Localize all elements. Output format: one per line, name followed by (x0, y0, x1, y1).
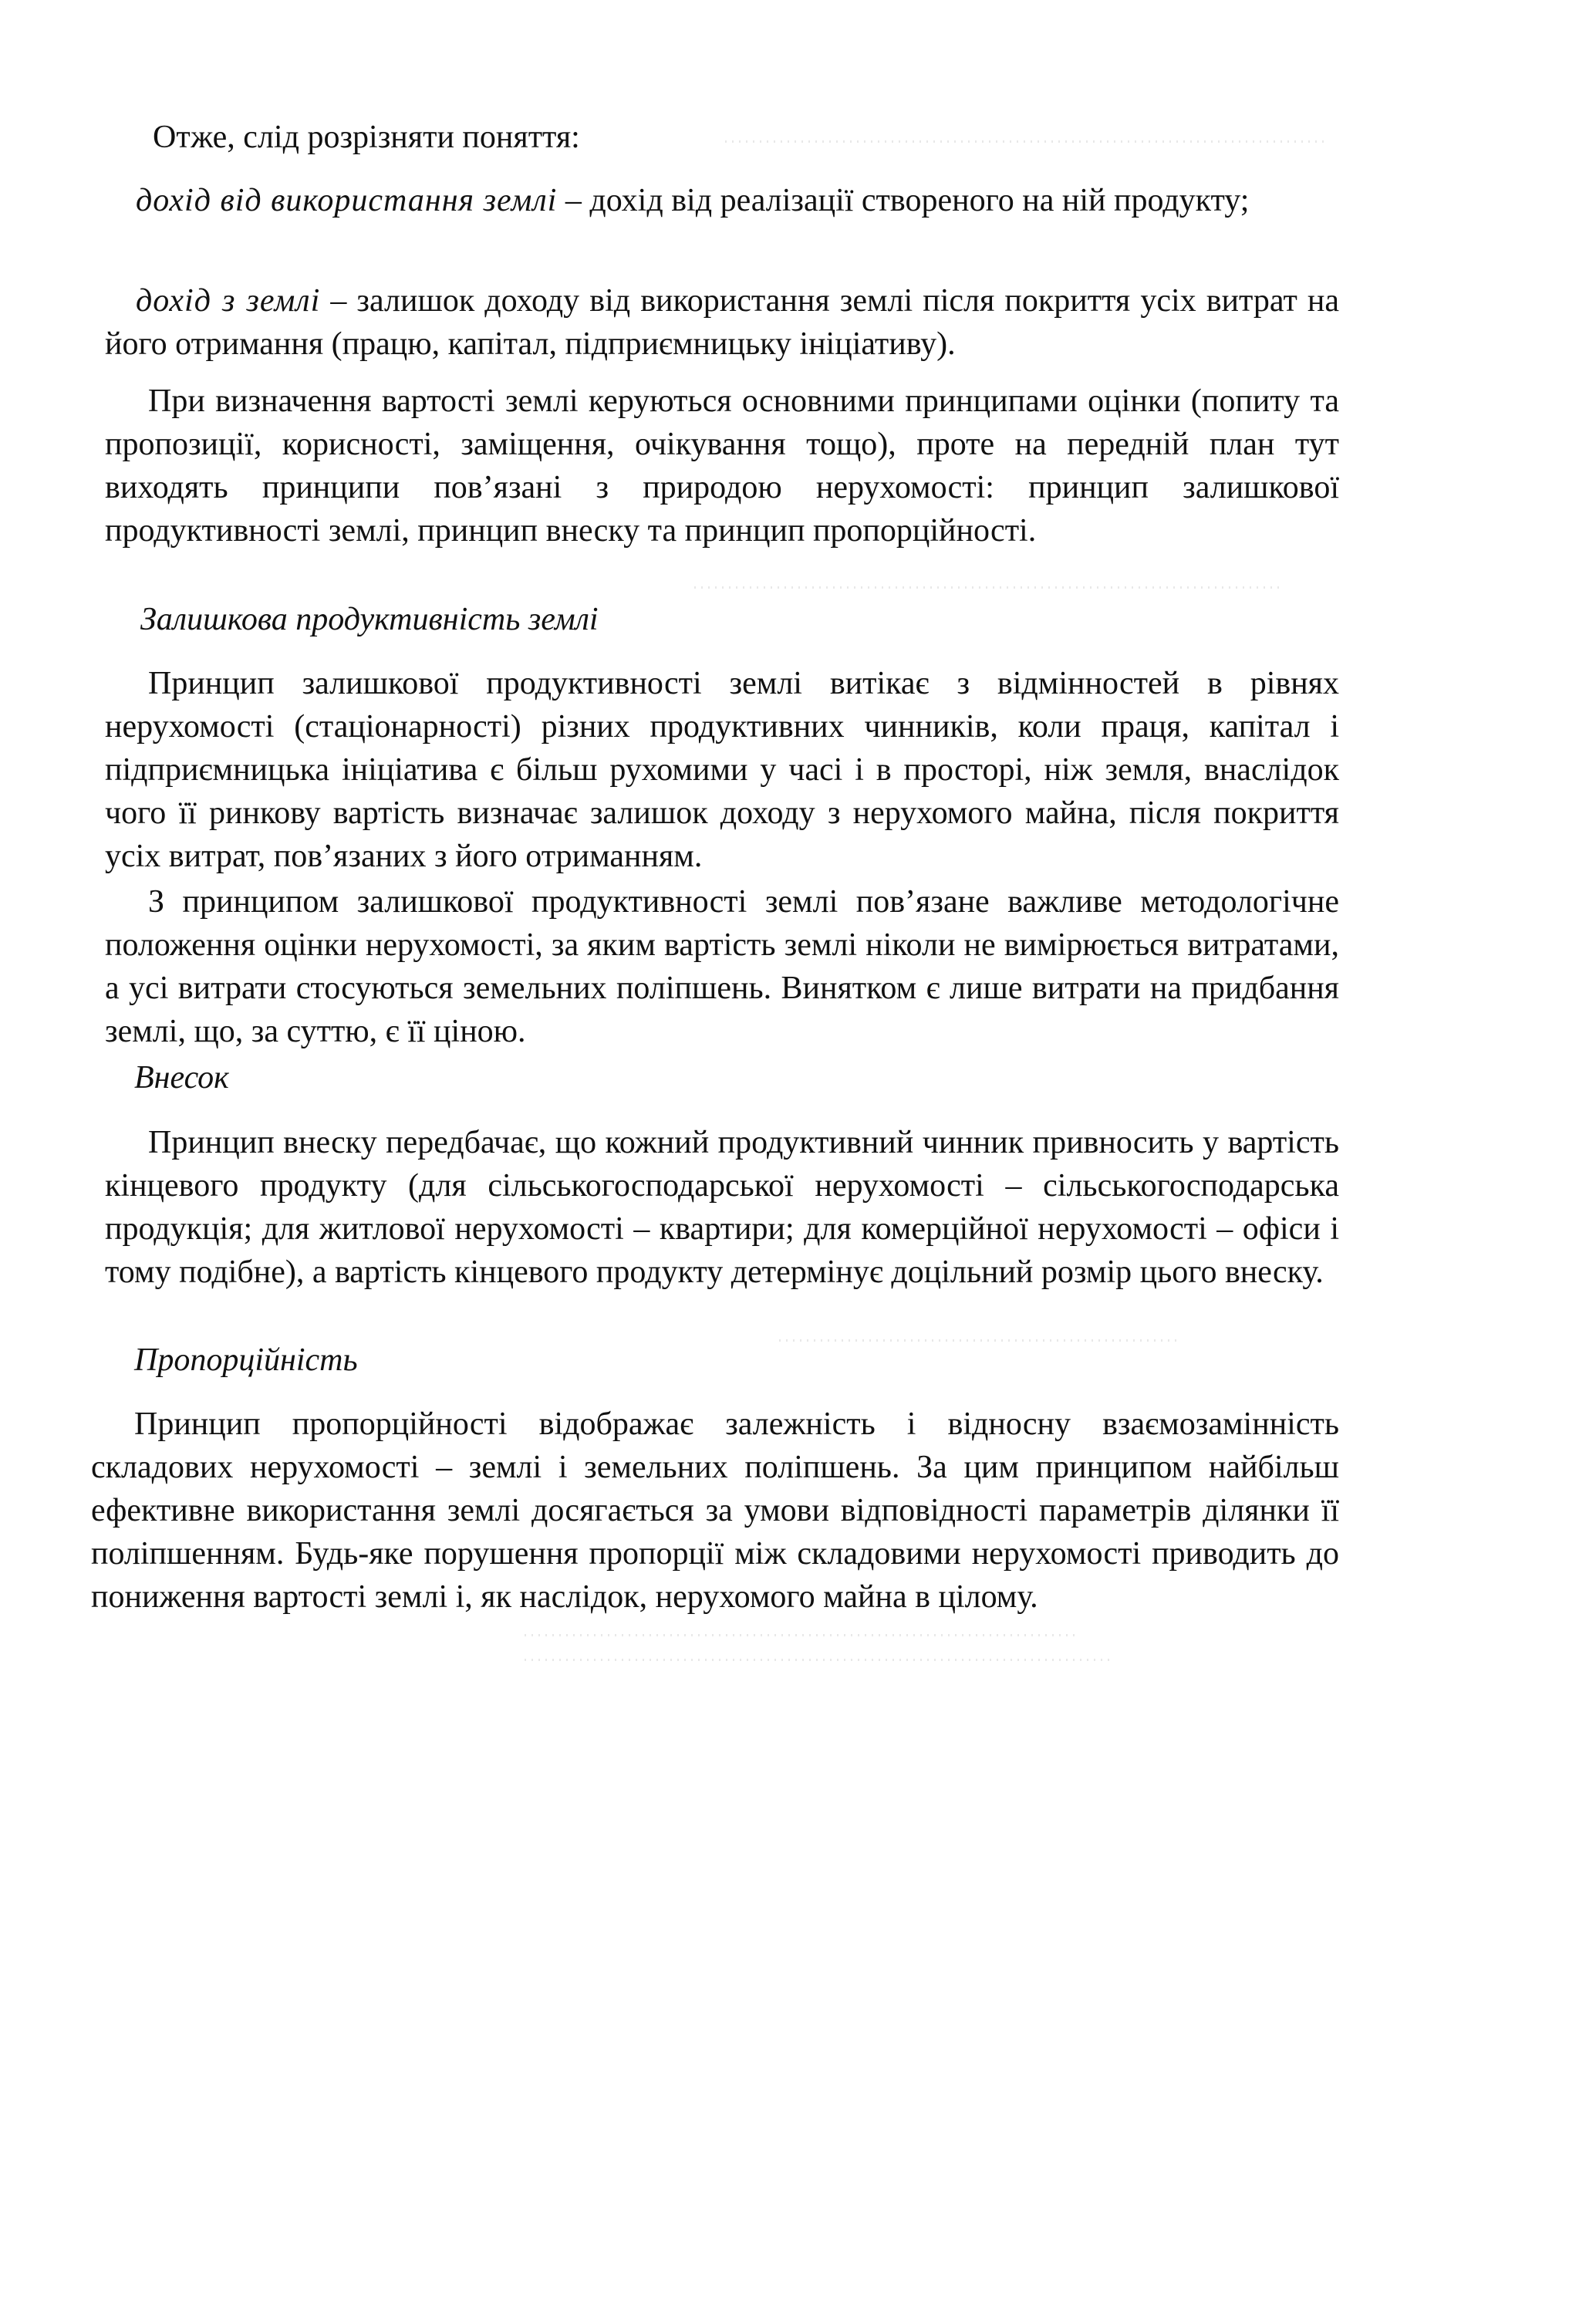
scan-noise (694, 586, 1281, 589)
residual-productivity-paragraph-2: З принципом залишкової продуктивності землі пов’язане важливе методологічне положення оцінки нерухомості, за яким вартість землі ніколи не вимірюється витратами, а усі витрати стосуються земельних поліпшень. Винятком є лише витрати на придбання землі, що, за суттю, є її ціною. (105, 884, 1339, 1049)
section-heading-proportionality: Пропорційність (134, 1342, 358, 1378)
definition-income-from-land (105, 279, 1339, 366)
residual-productivity-paragraph-1: Принцип залишкової продуктивності землі витікає з відмінностей в рівнях нерухомості (стаціонарності) різних продуктивних чинників, коли праця, капітал і підприємницька ініціатива є більш рухомими у часі і в просторі, ніж земля, внаслідок чого її ринкову вартість визначає залишок доходу з нерухомого майна, після покриття усіх витрат, пов’язаних з його отриманням. (105, 666, 1339, 874)
principles-paragraph: При визначення вартості землі керуються основними принципами оцінки (попиту та пропозиції, корисності, заміщення, очікування тощо), проте на передній план тут виходять принципи пов’язані з природою нерухомості: принцип залишкової продуктивності землі, принцип внеску та принцип пропорційності. (105, 383, 1339, 549)
section-heading-residual-productivity: Залишкова продуктивність землі (140, 602, 599, 637)
intro-line: Отже, слід розрізняти поняття: (153, 120, 580, 155)
scan-noise (779, 1339, 1180, 1342)
definition-term: дохід від використання землі (136, 183, 558, 218)
section-heading-contribution: Внесок (134, 1060, 229, 1096)
definition-text: – залишок доходу від використання землі після покриття усіх витрат на його отримання (працю, капітал, підприємницьку ініціативу). (105, 283, 1339, 362)
definition-text: – дохід від реалізації створеного на ній продукту; (557, 183, 1250, 218)
scan-noise (525, 1634, 1080, 1636)
definition-term: дохід з землі (136, 283, 321, 319)
contribution-paragraph: Принцип внеску передбачає, що кожний продуктивний чинник привносить у вартість кінцевого продукту (для сільськогосподарської нерухомості – сільськогосподарська продукція; для житлової нерухомості – квартири; для комерційної нерухомості – офіси і тому подібне), а вартість кінцевого продукту детермінує доцільний розмір цього внеску. (105, 1125, 1339, 1290)
scan-noise (525, 1659, 1111, 1661)
definition-income-from-use (105, 179, 1339, 222)
proportionality-paragraph: Принцип пропорційності відображає залежність і відносну взаємозамінність складових нерухомості – землі і земельних поліпшень. За цим принципом найбільш ефективне використання землі досягається за умови відповідності параметрів ділянки її поліпшенням. Будь-яке порушення пропорції між складовими нерухомості приводить до пониження вартості землі і, як наслідок, нерухомого майна в цілому. (91, 1406, 1339, 1615)
